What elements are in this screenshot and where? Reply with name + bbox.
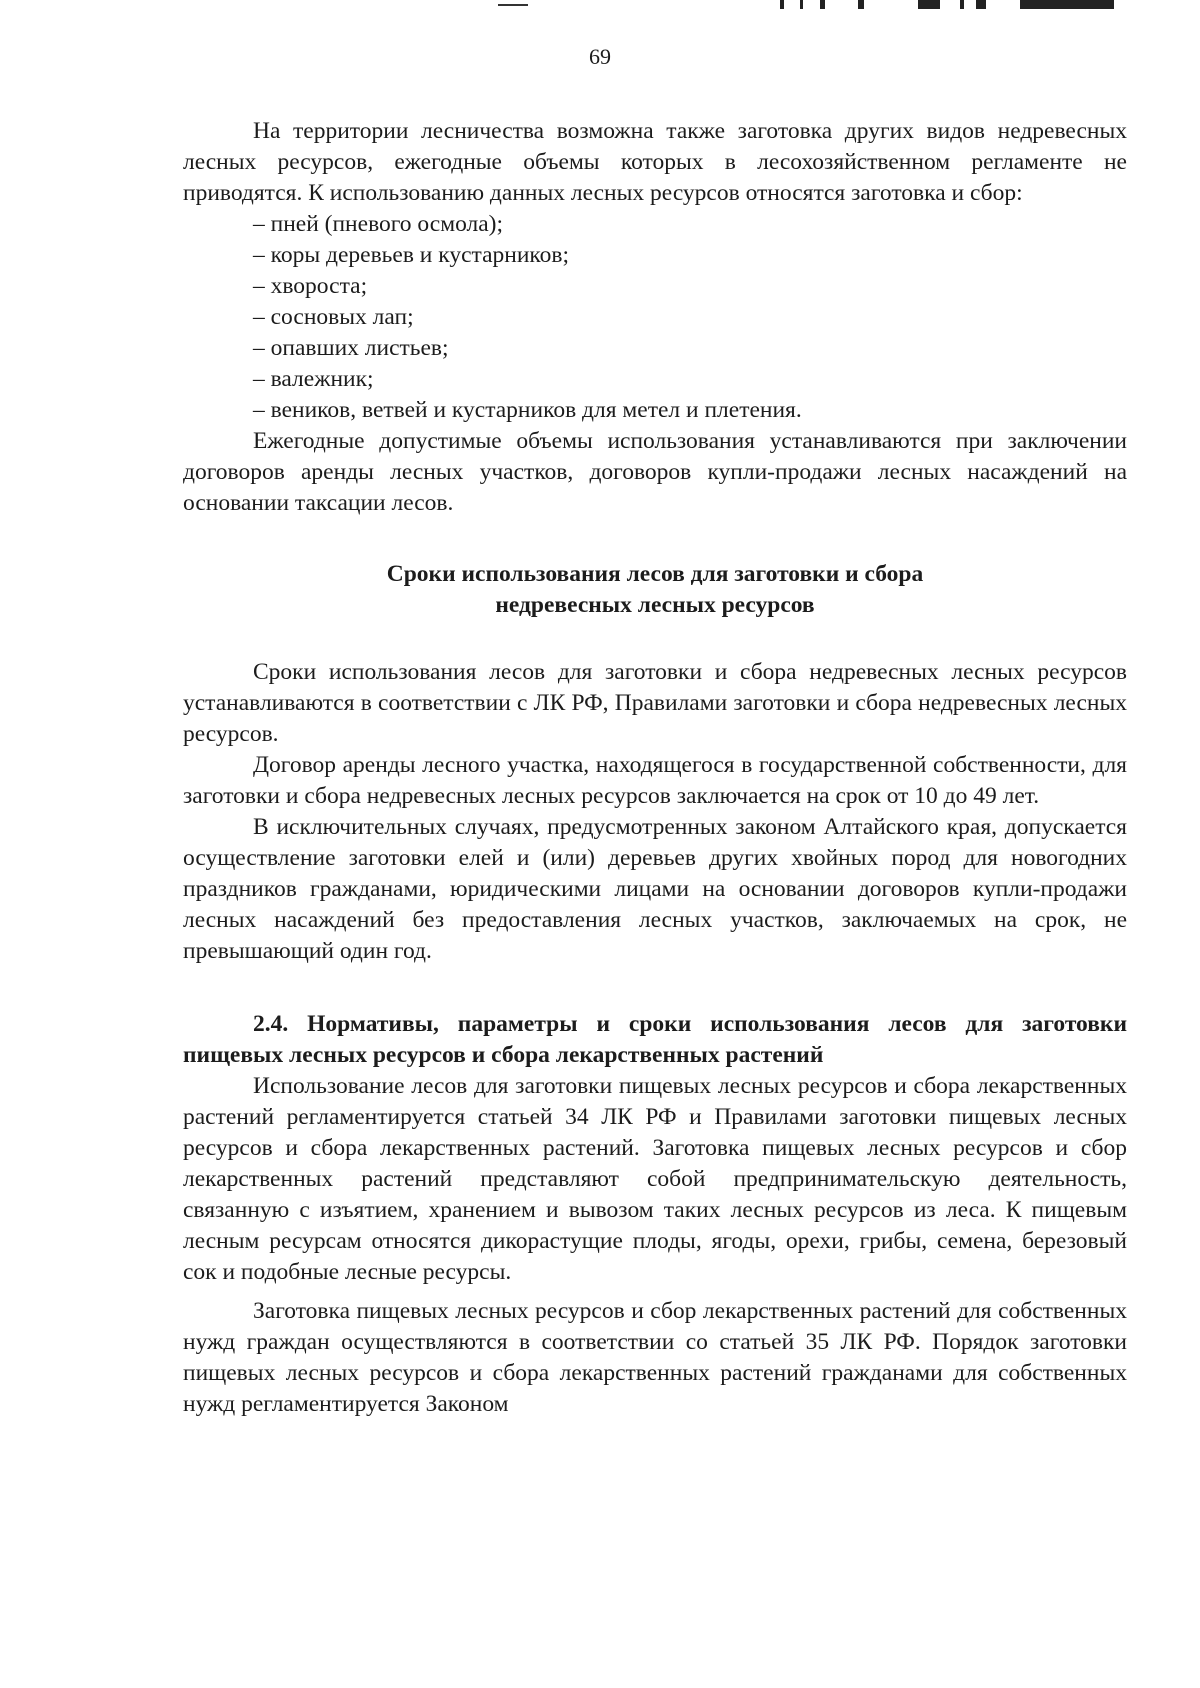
scan-artifact-dash [820,0,825,9]
scan-artifact-dash [858,0,864,9]
scan-artifact-dash [976,0,986,9]
page-content [183,116,1127,1420]
intro-closing-paragraph: Ежегодные допустимые объемы использования устанавливаются при заключении договоров аренды лесных участков, договоров купли-продажи лесных насаждений на основании таксации лесов. [183,428,1127,516]
scan-artifact-dash [800,0,803,9]
section-2-4-paragraph: Использование лесов для заготовки пищевых лесных ресурсов и сбора лекарственных растений регламентируется статьей 34 ЛК РФ и Правилами заготовки пищевых лесных ресурсов и сбора лекарственных растений. Заготовка пищевых лесных ресурсов и сбор лекарственных растений представляют собой предпринимательскую деятельность, связанную с изъятием, хранением и вывозом таких лесных ресурсов из леса. К пищевым лесным ресурсам относятся дикорастущие плоды, ягоды, орехи, грибы, семена, березовый сок и подобные лесные ресурсы. [183,1073,1127,1285]
scan-artifact-dash [918,0,940,9]
list-item: – сосновых лап; [253,304,414,330]
list-item: – хвороста; [253,273,368,299]
section-2-4-paragraph: Заготовка пищевых лесных ресурсов и сбор лекарственных растений для собственных нужд граждан осуществляются в соответствии со статьей 35 ЛК РФ. Порядок заготовки пищевых лесных ресурсов и сбора лекарственных растений гражданами для собственных нужд регламентируется Законом [183,1298,1127,1417]
scan-artifact-dash [960,0,964,9]
intro-paragraph: На территории лесничества возможна также заготовка других видов недревесных лесных ресурсов, ежегодные объемы которых в лесохозяйственном регламенте не приводятся. К использованию данных лесных ресурсов относятся заготовка и сбор: [183,118,1127,206]
list-item: – коры деревьев и кустарников; [253,242,569,268]
scan-artifacts [0,0,1200,14]
page-number: 69 [589,44,611,69]
list-item: – веников, ветвей и кустарников для метел и плетения. [253,397,802,423]
list-item: – пней (пневого осмола); [253,211,504,237]
scan-artifact-dash [1020,0,1114,9]
section-heading-line: Сроки использования лесов для заготовки и сбора [386,561,924,587]
scan-artifact-line [498,4,528,6]
list-item: – опавших листьев; [253,335,449,361]
list-item: – валежник; [253,366,374,392]
section-heading-line: недревесных лесных ресурсов [495,592,815,618]
resource-list [183,209,1127,426]
section-heading-terms [183,559,1127,621]
section-heading-2-4: 2.4. Нормативы, параметры и сроки использования лесов для заготовки пищевых лесных ресурсов и сбора лекарственных растений [183,1011,1127,1068]
scan-artifact-dash [780,0,784,9]
terms-paragraph: Сроки использования лесов для заготовки и сбора недревесных лесных ресурсов устанавливаются в соответствии с ЛК РФ, Правилами заготовки и сбора недревесных лесных ресурсов. [183,659,1127,747]
terms-paragraph: В исключительных случаях, предусмотренных законом Алтайского края, допускается осуществление заготовки елей и (или) деревьев других хвойных пород для новогодних праздников гражданами, юридическими лицами на основании договоров купли-продажи лесных насаждений без предоставления лесных участков, заключаемых на срок, не превышающий один год. [183,814,1127,964]
terms-paragraph: Договор аренды лесного участка, находящегося в государственной собственности, для заготовки и сбора недревесных лесных ресурсов заключается на срок от 10 до 49 лет. [183,752,1127,809]
